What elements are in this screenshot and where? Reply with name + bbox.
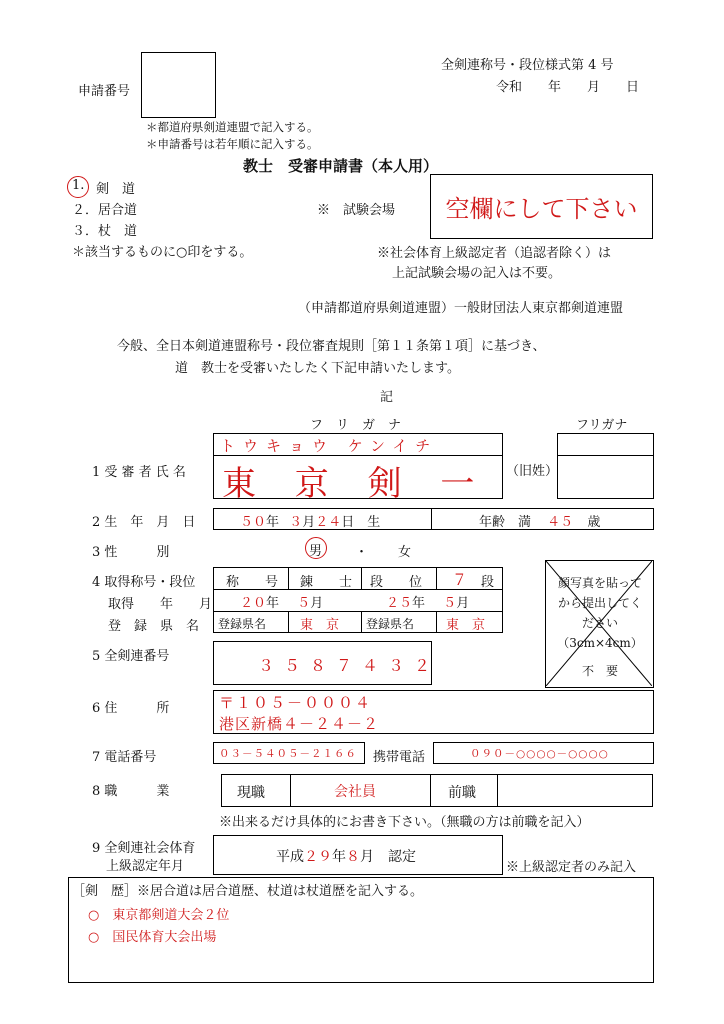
gender-label: 3 性 別: [92, 545, 170, 560]
address-line: 港区新橋４－２４－２: [219, 715, 380, 733]
dan-value: ７: [452, 571, 468, 589]
gender-female[interactable]: 女: [398, 545, 412, 560]
social-label-1: 9 全剣連社会体育: [92, 841, 196, 856]
name-furigana: トウキョウ ケンイチ: [220, 437, 439, 455]
job-current-value[interactable]: 会社員: [334, 784, 376, 800]
discipline-iaido[interactable]: ２．居合道: [72, 203, 138, 218]
job-label: 8 職 業: [92, 784, 170, 799]
discipline-kendo[interactable]: 剣 道: [96, 182, 136, 197]
birth-label: 2 生 年 月 日: [92, 515, 196, 530]
history-item: ○ 東京都剣道大会２位: [88, 908, 230, 923]
federation: （申請都道府県剣道連盟）一般財団法人東京都剣道連盟: [298, 301, 624, 316]
acquired-month-2: ５: [443, 596, 457, 611]
photo-line-2: から提出してく: [557, 596, 642, 610]
birth-date: [240, 511, 380, 530]
gender-separator: ・: [355, 545, 369, 560]
era-date: 令和 年 月 日: [496, 80, 640, 95]
social-note: ※上級認定者のみ記入: [506, 860, 637, 875]
mobile-label: 携帯電話: [373, 750, 426, 765]
social-year-unit: 年: [332, 849, 346, 865]
social-month: ８: [346, 849, 360, 865]
member-label: 5 全剣連番号: [92, 649, 170, 664]
venue-note-1: ※社会体育上級認定者（追認者除く）は: [377, 246, 612, 261]
intro-line-1: 今般、全日本剣道連盟称号・段位審査規則［第１１条第１項］に基づき、: [117, 339, 546, 354]
application-number-field[interactable]: [141, 52, 216, 118]
shogo-label: 称 号: [226, 575, 279, 590]
acquired-date-1: [240, 592, 323, 611]
acquired-year-1: ２０: [240, 596, 267, 611]
member-value: ３５８７４３２: [258, 656, 441, 675]
pref-label-1: 登録県名: [218, 617, 267, 631]
birth-month: ３: [289, 515, 303, 530]
discipline-kendo-number: 1.: [72, 178, 85, 193]
history-item: ○ 国民体育大会出場: [88, 930, 217, 945]
photo-line-1: 顔写真を貼って: [557, 576, 642, 590]
discipline-note: ＊該当するものに○印をする。: [72, 245, 253, 260]
application-number-label: 申請番号: [78, 84, 131, 99]
social-month-unit: 月: [360, 849, 374, 865]
form-code: 全剣連称号・段位様式第 4 号: [441, 58, 614, 73]
acquired-date-2: [386, 592, 469, 611]
pref-value-2: 東 京: [446, 618, 486, 633]
shogo-value: 錬 士: [300, 575, 353, 590]
birth-day: ２４: [315, 515, 342, 530]
pref-value-1: 東 京: [300, 618, 340, 633]
acquired-date-label: 取得 年 月: [108, 597, 213, 612]
age-unit: 歳: [587, 515, 601, 530]
dan-label: 段 位: [370, 575, 423, 590]
job-current-label: 現職: [237, 785, 265, 801]
social-suffix: 認定: [374, 849, 416, 865]
birth-month-unit: 月: [302, 515, 316, 530]
address-zip: 〒１０５－０００４: [219, 694, 373, 712]
application-note-2: ＊申請番号は若年順に記入する。: [146, 137, 319, 151]
social-label-2: 上級認定年月: [106, 859, 185, 874]
venue-field[interactable]: 空欄にして下さい: [430, 174, 653, 239]
acquired-month-2-unit: 月: [456, 596, 470, 611]
dan-unit: 段: [481, 575, 495, 590]
old-name-label: （旧姓）: [506, 464, 559, 479]
venue-label: ※ 試験会場: [317, 203, 396, 218]
name-value: 東 京 剣 一: [222, 464, 489, 504]
gender-male[interactable]: 男: [309, 544, 323, 559]
photo-line-3: ださい: [581, 616, 618, 630]
address-label: 6 住 所: [92, 701, 170, 716]
mobile-value: ０９０－○○○○－○○○○: [470, 748, 609, 760]
furigana-heading: フ リ ガ ナ: [310, 418, 402, 433]
registered-pref-label: 登 録 県 名: [108, 619, 200, 634]
acquired-year-1-unit: 年: [266, 596, 280, 611]
name-label: 1 受 審 者 氏 名: [92, 465, 186, 480]
history-header: ［剣 歴］※居合道は居合道歴、杖道は杖道歴を記入する。: [72, 884, 424, 899]
photo-line-4: （3cm×4cm）: [557, 636, 643, 650]
furigana-heading-right: フリガナ: [576, 418, 628, 433]
job-note: ※出来るだけ具体的にお書き下さい。（無職の方は前職を記入）: [219, 815, 590, 830]
ki-heading: 記: [380, 390, 394, 405]
acquired-year-2: ２５: [386, 596, 413, 611]
pref-label-2: 登録県名: [366, 617, 415, 631]
intro-line-2: 道 教士を受審いたしたく下記申請いたします。: [175, 361, 460, 376]
rank-label: 4 取得称号・段位: [92, 575, 196, 590]
social-date: [276, 846, 416, 866]
acquired-month-1-unit: 月: [310, 596, 324, 611]
birth-year-unit: 年: [266, 515, 280, 530]
venue-note-2: 上記試験会場の記入は不要。: [392, 266, 562, 281]
photo-line-5: 不 要: [581, 664, 618, 678]
birth-day-unit: 日 生: [341, 515, 381, 530]
age: [479, 511, 600, 530]
acquired-month-1: ５: [297, 596, 311, 611]
acquired-year-2-unit: 年: [412, 596, 426, 611]
social-year: ２９: [304, 849, 332, 865]
application-note-1: ＊都道府県剣道連盟で記入する。: [146, 120, 319, 134]
page-title: 教士 受審申請書（本人用）: [243, 157, 439, 175]
social-era: 平成: [276, 849, 304, 865]
age-value: ４５: [547, 515, 574, 530]
phone-label: 7 電話番号: [92, 750, 157, 765]
age-label: 年齢 満: [479, 515, 532, 530]
discipline-jodo[interactable]: ３．杖 道: [72, 224, 138, 239]
photo-instructions: [548, 573, 652, 681]
birth-year: ５０: [240, 515, 267, 530]
job-table: [221, 774, 653, 807]
old-name-field[interactable]: [557, 433, 654, 499]
job-former-label: 前職: [448, 785, 476, 801]
phone-value: ０３－５４０５－２１６６: [219, 748, 357, 760]
